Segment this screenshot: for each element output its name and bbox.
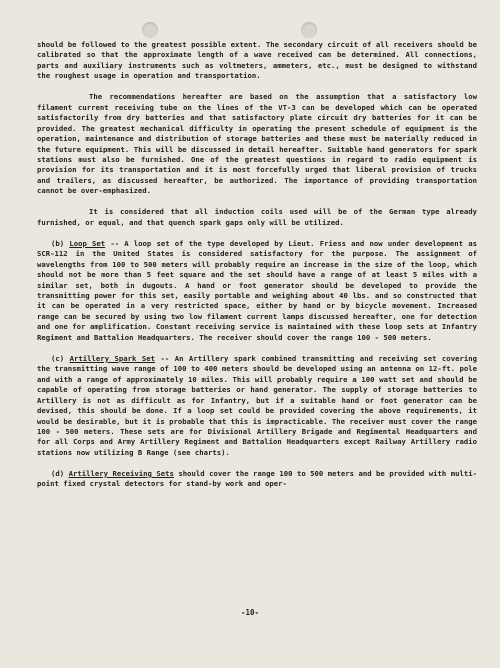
- punch-hole-right: [301, 22, 317, 38]
- artillery-spark-heading: Artillery Spark Set: [69, 353, 156, 363]
- artillery-receiving-heading: Artillery Receiving Sets: [68, 468, 174, 478]
- loop-set-body: -- A loop set of the type developed by Lieut. Friess and now under development as SCR-112 in the United States is considered satisfactory for the purpose. The assignment of wavelengths from 100 to 500 meters will probably require an increase in the size of the loop, which should not be more than 5 feet square and the set should have a range of at least 5 miles with a similar set, both in dugouts. A hand or foot generator should be developed to provide the transmitting power for this set, easily portable and weighing about 40 lbs. and so constructed that it can be operated in a very restricted space, either by hand or by bicycle movement. Increased range can be secured by using two low filament current lamps discussed hereafter, one for detection and one for amplification. Constant receiving service is maintained with these loop sets at Infantry Regiment and Battalion Headquarters. The receiver should cover the range 100 - 500 meters.: [37, 238, 477, 342]
- artillery-receiving-prefix: (d): [51, 468, 69, 478]
- loop-set-paragraph: [37, 239, 477, 344]
- artillery-spark-prefix: (c): [51, 353, 70, 363]
- page-number: -10-: [240, 608, 260, 617]
- induction-coils-paragraph: It is considered that all induction coils used will be of the German type already furnished, or equal, and that quench spark gaps only will be utilized.: [37, 207, 477, 227]
- document-body: [37, 40, 477, 490]
- artillery-spark-set-paragraph: [37, 354, 477, 459]
- artillery-receiving-body: should cover the range 100 to 500 meters and be provided with multi-point fixed crystal detectors for stand-by work and oper-: [37, 468, 477, 489]
- intro-paragraph: should be followed to the greatest possible extent. The secondary circuit of all receivers should be calibrated so that the approximate length of a wave received can be determined. All connections, parts and auxiliary instruments such as voltmeters, ammeters, etc., must be designed to withstand the roughest usage in operation and transportation.: [37, 40, 477, 81]
- loop-set-prefix: (b): [51, 238, 70, 248]
- artillery-spark-body: -- An Artillery spark combined transmitting and receiving set covering the transmitting wave range of 100 to 400 meters should be developed using an antenna on 12-ft. pole and with a range of approximately 10 miles. This will probably require a 100 watt set and should be capable of operating from storage batteries or hand generator. The supply of storage batteries to Artillery is not as difficult as for Infantry, but if a suitable hand or foot generator can be devised, this should be done. If a loop set could be provided covering the above requirements, it would be desirable, but it is probable that this is impracticable. The receiver must cover the range 100 - 500 meters. These sets are for Divisional Artillery Brigade and Regimental Headquarters and for all Corps and Army Artillery Regiment and Battalion Headquarters except Railway Artillery radio stations now utilizing B Range (see charts).: [37, 353, 477, 457]
- artillery-receiving-paragraph: [37, 469, 477, 490]
- recommendations-paragraph: The recommendations hereafter are based on the assumption that a satisfactory low filament current receiving tube on the lines of the VT-3 can be developed which can be operated satisfactorily from dry batteries and that satisfactory plate circuit dry batteries for it can be provided. The greatest mechanical difficulty in operating the present schedule of equipment is the operation, maintenance and distribution of storage batteries and these must be materially reduced in the future equipment. This will be discussed in detail hereafter. Suitable hand generators for spark stations must also be furnished. One of the greatest questions in regard to radio equipment is provision for its transportation and it is most forcefully urged that liberal provision of trucks and trailers, as discussed hereafter, be authorized. The importance of providing transportation cannot be over-emphasized.: [37, 92, 477, 196]
- loop-set-heading: Loop Set: [69, 238, 106, 248]
- punch-hole-left: [142, 22, 158, 38]
